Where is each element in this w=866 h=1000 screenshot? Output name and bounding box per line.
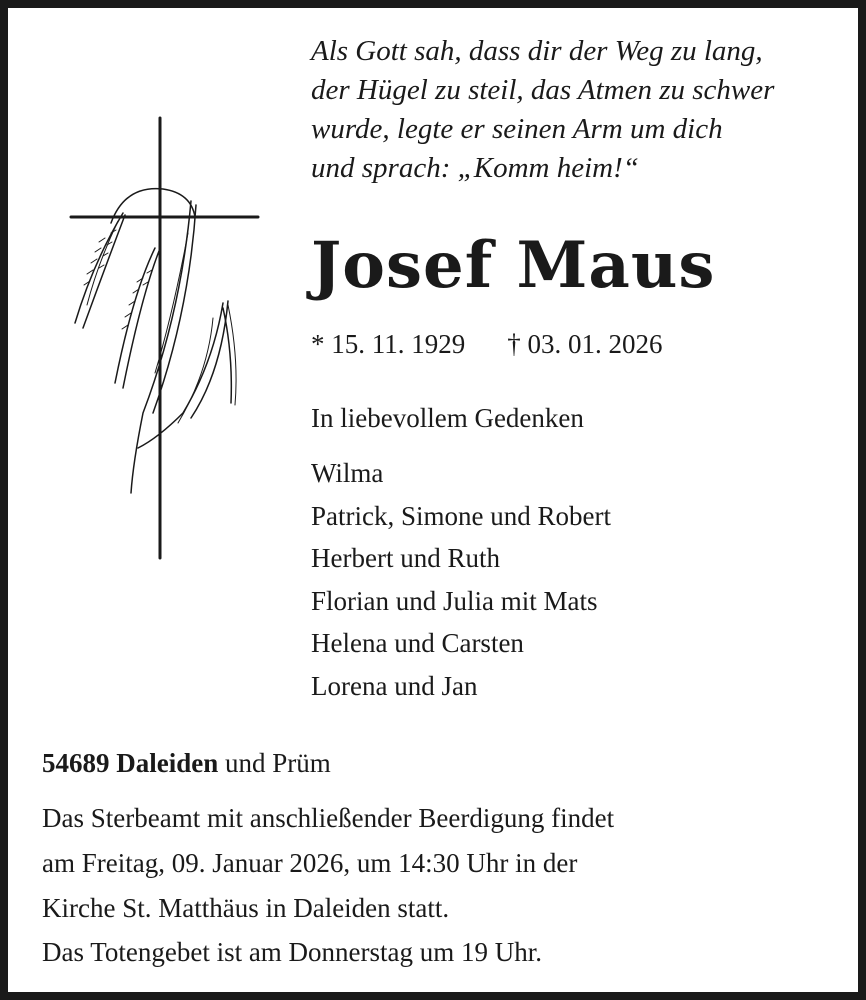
prayer-info: Das Totengebet ist am Donnerstag um 19 Uhr. [42,937,543,967]
verse-line: der Hügel zu steil, das Atmen zu schwer [311,74,775,106]
mourner-entry: Lorena und Jan [311,670,478,701]
verse-quote [311,32,851,188]
service-line: am Freitag, 09. Januar 2026, um 14:30 Uhr in der [42,848,578,878]
service-info [42,796,842,931]
mourners-list [311,452,611,707]
mourner-entry: Helena und Carsten [311,628,524,658]
mourner-entry: Patrick, Simone und Robert [311,500,611,531]
place-line [42,745,331,781]
cross-with-wheat-icon [63,113,273,563]
mourner-entry: Florian und Julia mit Mats [311,585,598,616]
mourner-entry: Herbert und Ruth [311,543,500,573]
deceased-name: Josef Maus [311,228,716,303]
verse-line: wurde, legte er seinen Arm um dich [311,113,723,145]
memory-line: In liebevollem Gedenken [311,403,584,433]
death-date: † 03. 01. 2026 [507,329,663,359]
place-town: 54689 Daleiden [42,748,219,778]
place-suffix: und Prüm [218,748,331,778]
birth-date: * 15. 11. 1929 [311,329,466,359]
service-line: Das Sterbeamt mit anschließender Beerdigung findet [42,803,615,833]
verse-line: Als Gott sah, dass dir der Weg zu lang, [311,35,763,67]
life-dates [311,326,663,362]
verse-line: und sprach: „Komm heim!“ [311,152,639,184]
service-line: Kirche St. Matthäus in Daleiden statt. [42,893,450,923]
mourner-entry: Wilma [311,458,384,488]
